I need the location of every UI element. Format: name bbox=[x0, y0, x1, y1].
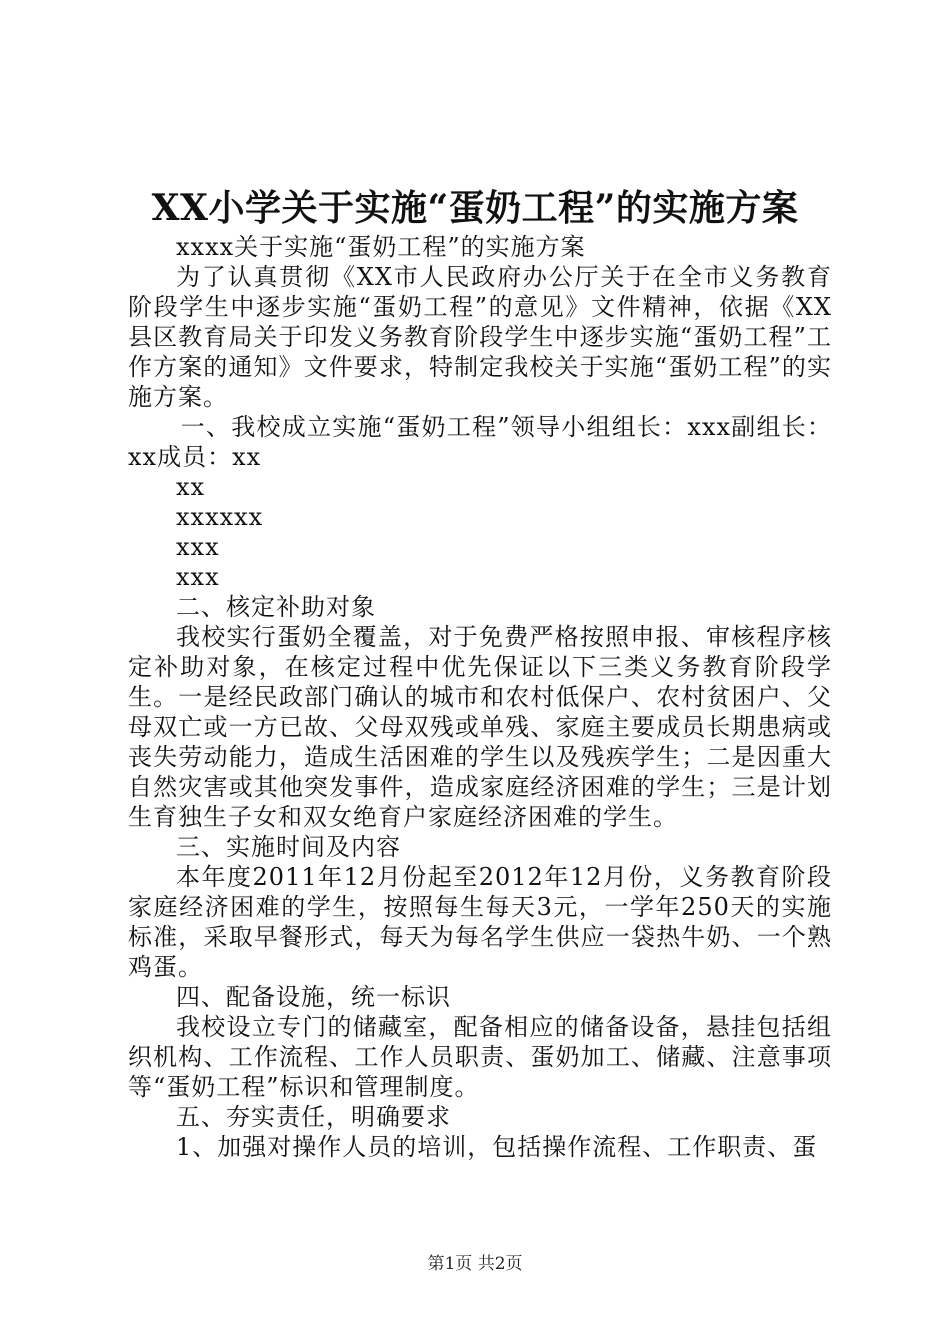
member-line: xxx bbox=[176, 533, 220, 561]
section-1-heading: 一、我校成立实施“蛋奶工程”领导小组组长：xxx副组长：xx成员：xx bbox=[128, 413, 832, 471]
section-3-paragraph: 本年度2011年12月份起至2012年12月份，义务教育阶段家庭经济困难的学生，按照每生每天3元，一学年250天的实施标准，采取早餐形式，每天为每名学生供应一袋热牛奶、一个熟鸡蛋。 bbox=[128, 863, 832, 981]
section-3-heading: 三、实施时间及内容 bbox=[176, 833, 401, 861]
section-5-item-1: 1、加强对操作人员的培训，包括操作流程、工作职责、蛋 bbox=[176, 1133, 818, 1161]
member-line: xx bbox=[176, 473, 206, 501]
member-line: xxx bbox=[176, 563, 220, 591]
document-title: XX小学关于实施“蛋奶工程”的实施方案 bbox=[151, 187, 799, 229]
document-body bbox=[128, 232, 832, 1162]
member-line: xxxxxx bbox=[176, 503, 264, 531]
page-number-footer: 第1页 共2页 bbox=[427, 1254, 523, 1274]
section-5-heading: 五、夯实责任，明确要求 bbox=[176, 1103, 451, 1131]
section-2-heading: 二、核定补助对象 bbox=[176, 593, 376, 621]
intro-paragraph: 为了认真贯彻《XX市人民政府办公厅关于在全市义务教育阶段学生中逐步实施“蛋奶工程”的意见》文件精神，依据《XX县区教育局关于印发义务教育阶段学生中逐步实施“蛋奶工程”工作方案的通知》文件要求，特制定我校关于实施“蛋奶工程”的实施方案。 bbox=[128, 263, 832, 411]
section-4-heading: 四、配备设施，统一标识 bbox=[176, 983, 451, 1011]
section-2-paragraph: 我校实行蛋奶全覆盖，对于免费严格按照申报、审核程序核定补助对象，在核定过程中优先保证以下三类义务教育阶段学生。一是经民政部门确认的城市和农村低保户、农村贫困户、父母双亡或一方已故、父母双残或单残、家庭主要成员长期患病或丧失劳动能力，造成生活困难的学生以及残疾学生；二是因重大自然灾害或其他突发事件，造成家庭经济困难的学生；三是计划生育独生子女和双女绝育户家庭经济困难的学生。 bbox=[128, 623, 832, 831]
section-4-paragraph: 我校设立专门的储藏室，配备相应的储备设备，悬挂包括组织机构、工作流程、工作人员职责、蛋奶加工、储藏、注意事项等“蛋奶工程”标识和管理制度。 bbox=[128, 1013, 832, 1101]
document-subtitle: xxxx关于实施“蛋奶工程”的实施方案 bbox=[176, 233, 586, 261]
